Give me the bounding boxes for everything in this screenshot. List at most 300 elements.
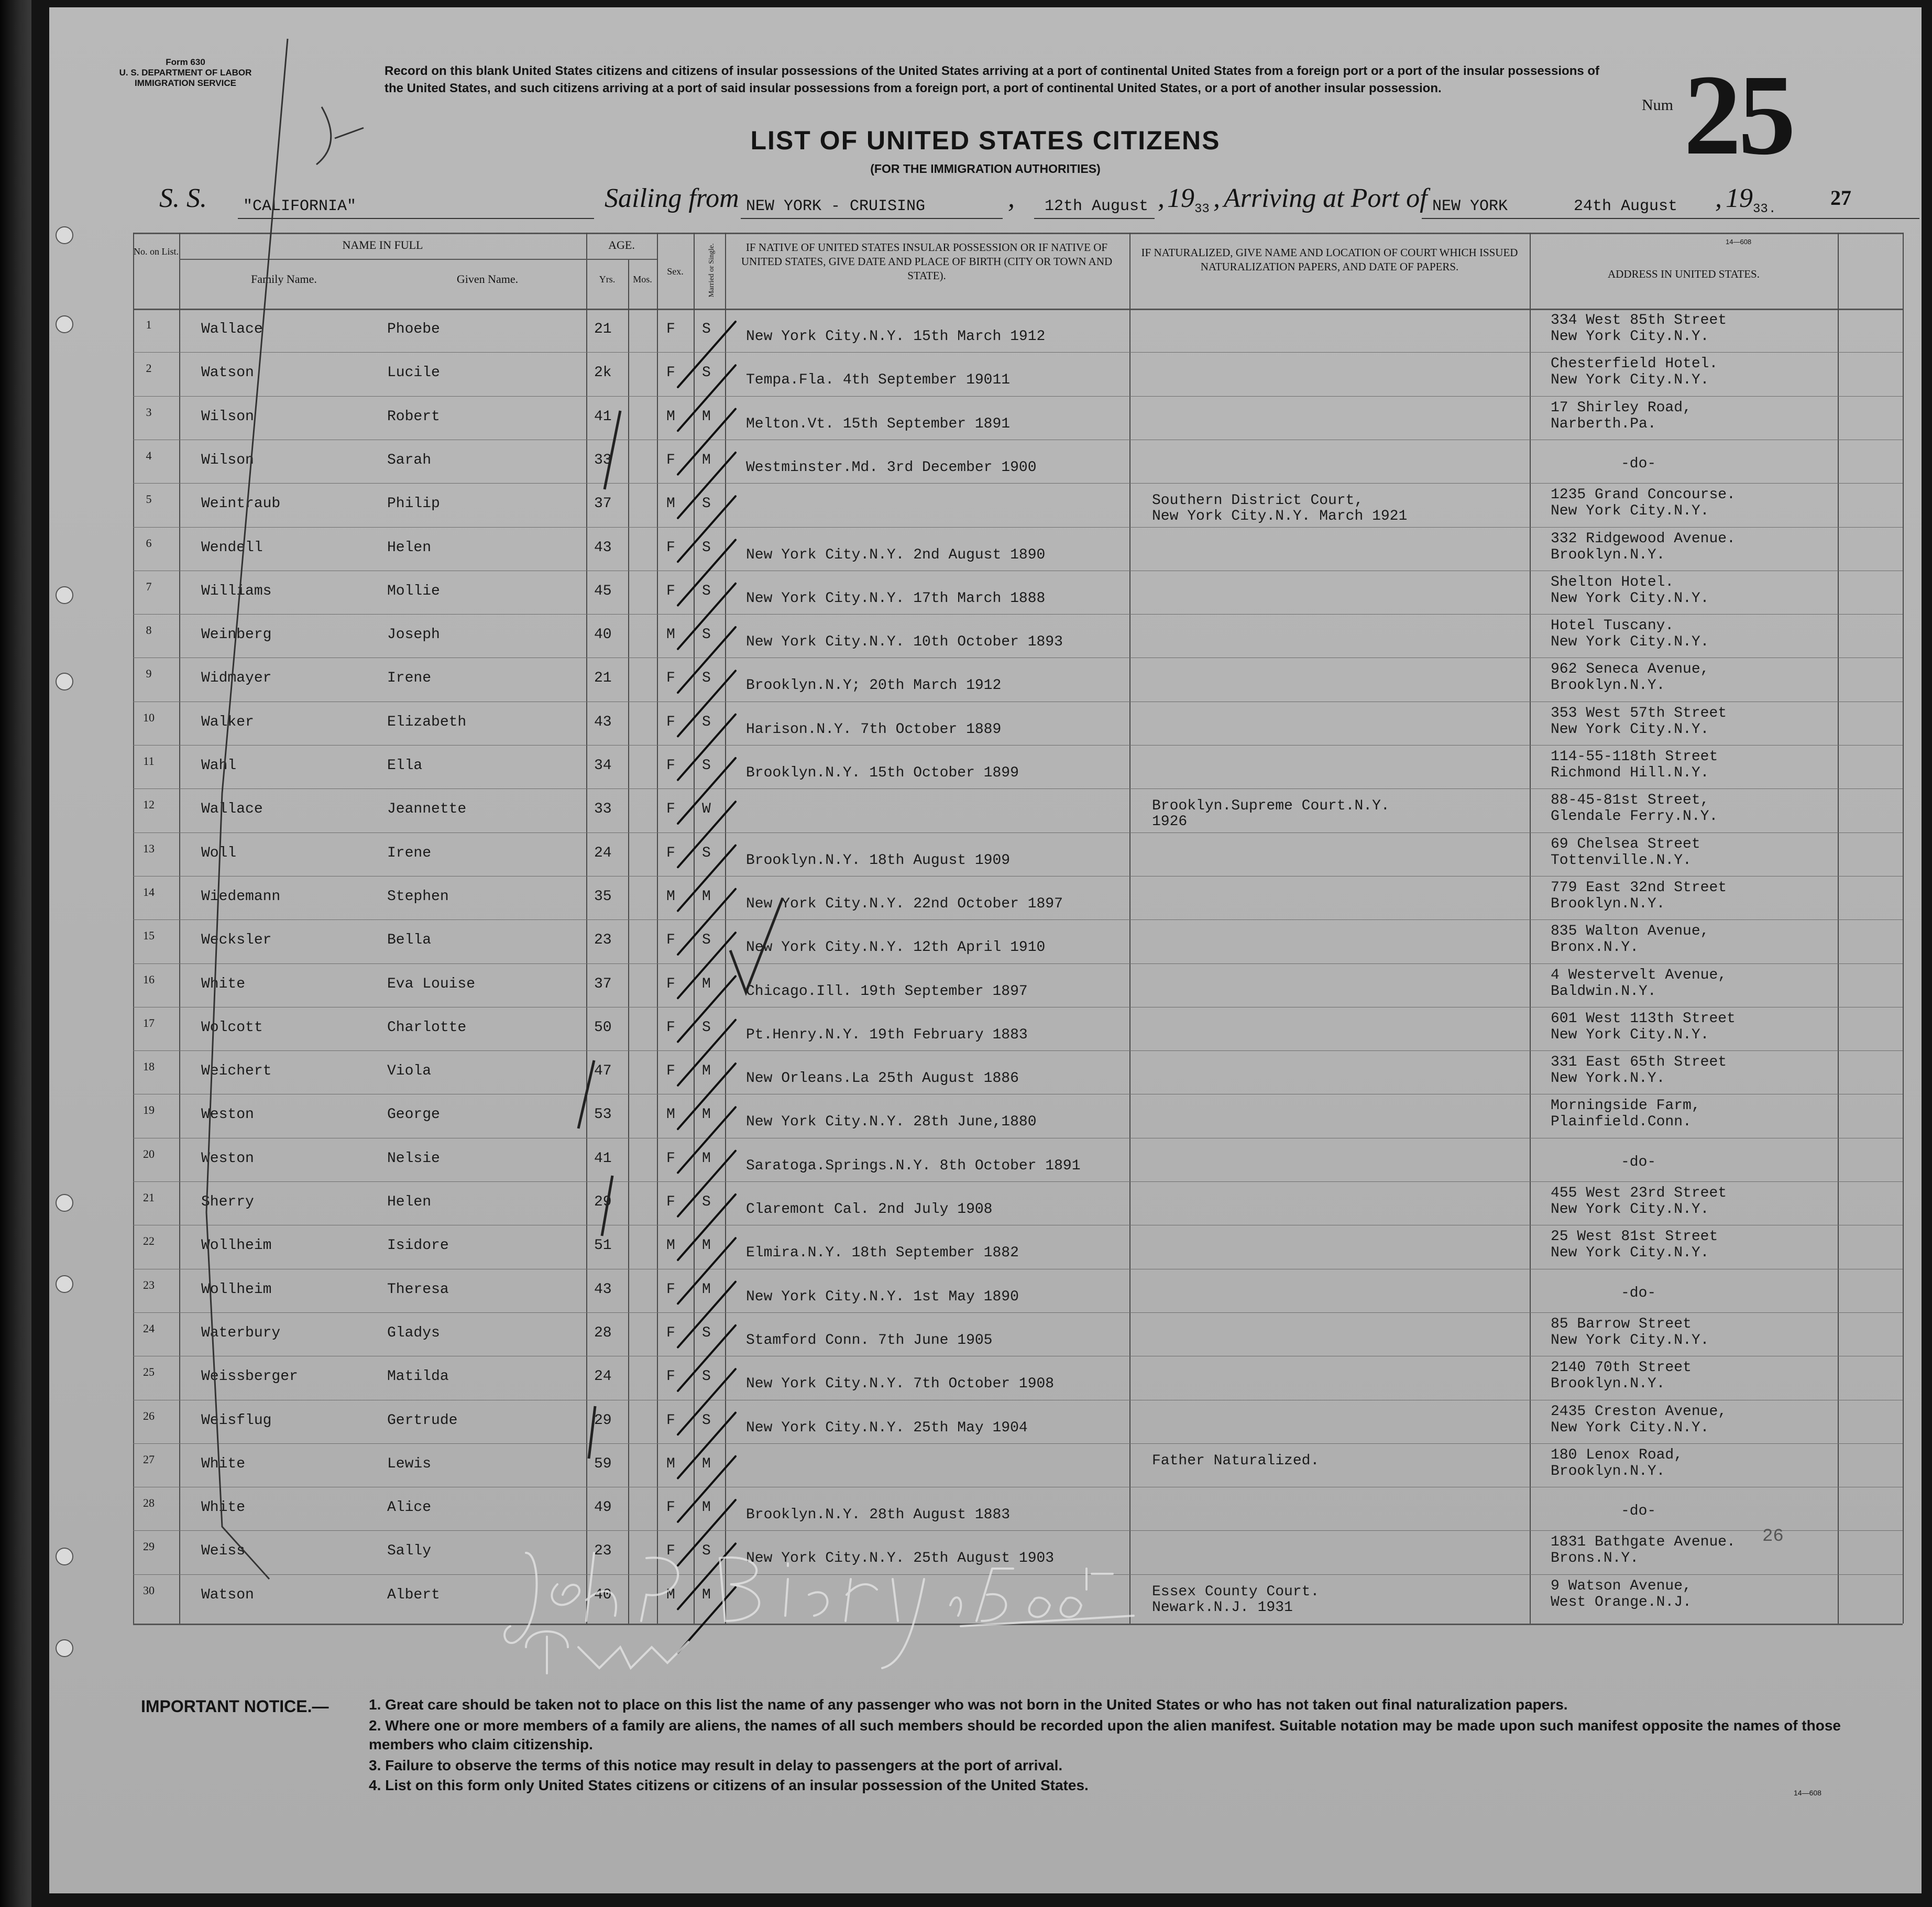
- cell-address-2: Glendale Ferry.N.Y.: [1551, 808, 1718, 825]
- notice-item-3: 3. Failure to observe the terms of this notice may result in delay to passengers at the port of arrival.: [369, 1757, 1063, 1773]
- sailing-year: 33: [1194, 202, 1210, 216]
- cell-address-2: Brooklyn.N.Y.: [1551, 1376, 1665, 1393]
- header-name-in-full: NAME IN FULL: [342, 238, 423, 251]
- cell-address-1: 1235 Grand Concourse.: [1551, 487, 1736, 503]
- cell-birth: Westminster.Md. 3rd December 1900: [746, 459, 1037, 476]
- cell-ms: S: [702, 583, 711, 599]
- cell-given: Bella: [387, 932, 432, 949]
- cell-family: Wilson: [201, 408, 254, 425]
- cell-ms: M: [702, 1063, 711, 1080]
- cell-given: Sally: [387, 1543, 432, 1560]
- cell-ms: M: [702, 1150, 711, 1167]
- cell-birth: New York City.N.Y. 17th March 1888: [746, 590, 1046, 607]
- cell-no: 20: [143, 1147, 155, 1160]
- check-stroke: [678, 453, 736, 518]
- cell-given: Ella: [387, 758, 423, 774]
- punch-hole: [56, 1275, 73, 1293]
- cell-sex: M: [666, 1106, 675, 1123]
- cell-address-2: Plainfield.Conn.: [1551, 1114, 1692, 1131]
- cell-no: 27: [143, 1452, 155, 1466]
- cell-birth: Brooklyn.N.Y; 20th March 1912: [746, 677, 1002, 694]
- cell-sex: F: [666, 1412, 675, 1429]
- sailing-from: NEW YORK - CRUISING: [746, 198, 926, 215]
- cell-address-2: New York City.N.Y.: [1551, 634, 1709, 651]
- cell-address-1: 114-55-118th Street: [1551, 749, 1718, 765]
- cell-age: 51: [594, 1237, 612, 1254]
- cell-address-2: Richmond Hill.N.Y.: [1551, 765, 1709, 781]
- cell-family: White: [201, 1455, 246, 1472]
- cell-family: Wolcott: [201, 1019, 263, 1036]
- cell-age: 41: [594, 1150, 612, 1167]
- punch-hole: [56, 673, 73, 691]
- form-number: Form 630: [166, 57, 205, 67]
- cell-age: 45: [594, 583, 612, 599]
- cell-family: White: [201, 976, 246, 992]
- cell-sex: F: [666, 758, 675, 774]
- cell-age: 2k: [594, 365, 612, 381]
- cell-no: 10: [143, 710, 155, 724]
- cell-ms: S: [702, 932, 711, 949]
- cell-address-2: New York.N.Y.: [1551, 1070, 1665, 1087]
- cell-sex: F: [666, 1019, 675, 1036]
- cell-given: Jeannette: [387, 801, 467, 818]
- check-stroke: [678, 1107, 736, 1172]
- cell-given: Joseph: [387, 627, 440, 643]
- cell-given: Theresa: [387, 1281, 449, 1298]
- check-stroke: [678, 977, 736, 1042]
- cell-ms: S: [702, 365, 711, 381]
- cell-sex: F: [666, 365, 675, 381]
- sailing-year-prefix: 19: [1167, 183, 1194, 213]
- check-stroke: [678, 1238, 736, 1303]
- cell-family: Weiss: [201, 1543, 246, 1560]
- cell-family: Waterbury: [201, 1324, 281, 1341]
- cell-address-2: Baldwin.N.Y.: [1551, 983, 1656, 1000]
- cell-address-1: -do-: [1621, 455, 1656, 472]
- cell-birth: Elmira.N.Y. 18th September 1882: [746, 1245, 1019, 1262]
- cell-address-2: New York City.N.Y.: [1551, 721, 1709, 738]
- cell-naturalization-1: Father Naturalized.: [1152, 1452, 1320, 1469]
- cell-no: 23: [143, 1278, 155, 1291]
- check-stroke: [678, 496, 736, 562]
- cell-sex: M: [666, 408, 675, 425]
- cell-given: Eva Louise: [387, 976, 476, 992]
- cell-sex: M: [666, 888, 675, 905]
- cell-no: 8: [146, 623, 152, 637]
- cell-given: Phoebe: [387, 321, 440, 337]
- notice-item-1: 1. Great care should be taken not to place on this list the name of any passenger who was not born in the United States or who has not taken out final naturalization papers.: [369, 1696, 1568, 1713]
- cell-given: Gladys: [387, 1324, 440, 1341]
- cell-birth: New York City.N.Y. 12th April 1910: [746, 939, 1046, 956]
- punch-hole: [56, 315, 73, 333]
- cell-age: 34: [594, 758, 612, 774]
- punch-hole: [56, 1194, 73, 1212]
- cell-naturalization-1: Essex County Court.: [1152, 1583, 1320, 1600]
- cell-ms: S: [702, 1194, 711, 1210]
- cell-family: Weissberger: [201, 1368, 298, 1385]
- cell-address-1: 334 West 85th Street: [1551, 312, 1727, 328]
- cell-birth: Brooklyn.N.Y. 15th October 1899: [746, 765, 1019, 781]
- cell-age: 43: [594, 1281, 612, 1298]
- stamped-number: 26: [1762, 1527, 1784, 1547]
- cell-given: Helen: [387, 539, 432, 556]
- document-subtitle: (FOR THE IMMIGRATION AUTHORITIES): [870, 162, 1101, 176]
- cell-age: 33: [594, 801, 612, 818]
- cell-ms: M: [702, 1586, 711, 1603]
- cell-birth: New York City.N.Y. 28th June,1880: [746, 1114, 1037, 1131]
- cell-address-1: -do-: [1621, 1503, 1656, 1520]
- cell-birth: New York City.N.Y. 7th October 1908: [746, 1376, 1055, 1393]
- cell-family: Wecksler: [201, 932, 272, 949]
- check-stroke: [678, 846, 736, 911]
- header-birth: IF NATIVE OF UNITED STATES INSULAR POSSESSION OR IF NATIVE OF UNITED STATES, GIVE DATE AND PLACE OF BIRTH (CITY OR TOWN AND STATE).: [741, 241, 1113, 282]
- check-stroke: [678, 671, 736, 736]
- cell-sex: F: [666, 932, 675, 949]
- cell-address-2: Brooklyn.N.Y.: [1551, 546, 1665, 563]
- arriving-label: Arriving at Port of: [1224, 183, 1428, 213]
- cell-family: Wendell: [201, 539, 263, 556]
- form-code-top: 14—608: [1726, 238, 1752, 246]
- cell-birth: Stamford Conn. 7th June 1905: [746, 1332, 993, 1349]
- cell-family: Weston: [201, 1106, 254, 1123]
- cell-no: 17: [143, 1016, 155, 1029]
- check-stroke: [678, 933, 736, 998]
- cell-no: 9: [146, 667, 152, 681]
- header-no: No. on List.: [133, 246, 179, 257]
- department-name: U. S. DEPARTMENT OF LABOR: [119, 68, 252, 78]
- cell-family: Wilson: [201, 452, 254, 468]
- cell-sex: F: [666, 1543, 675, 1560]
- cell-ms: S: [702, 627, 711, 643]
- cell-no: 28: [143, 1496, 155, 1510]
- cell-given: Sarah: [387, 452, 432, 468]
- cell-sex: F: [666, 321, 675, 337]
- cell-naturalization-2: 1926: [1152, 814, 1188, 830]
- cell-address-2: New York City.N.Y.: [1551, 1201, 1709, 1218]
- check-stroke: [678, 1020, 736, 1086]
- cell-address-2: Brooklyn.N.Y.: [1551, 1463, 1665, 1479]
- check-stroke: [678, 322, 736, 387]
- cell-no: 13: [143, 841, 155, 855]
- cell-sex: F: [666, 714, 675, 730]
- cell-ms: S: [702, 321, 711, 337]
- manifest-page: Form 630 U. S. DEPARTMENT OF LABOR IMMIGRATION SERVICE Record on this blank United States citizens and citizens of insular possessions of the United States arriving at a port of continental United States from a foreign port or a port of the insular possessions of the United States, and such citizens arriving at a port of said insular possessions from a foreign port, a port of continental United States, or a port of another insular possession. Num 25 LIST OF UNITED STATES CITIZENS (FOR THE IMMIGRATION AUTHORITIES) S. S. "CALIFORNIA" Sailing from NEW YORK - CRUISING , 12th August , 19 33 , Arriving at Port of NEW YORK 24th August , 19 33 . 27 14—608 No. on List. NAME IN FULL Family Name. Given Name. AGE. Yrs. Mos. Sex. Married or Single. IF NATIVE OF UNITED STATES INSULAR POSSESSION OR IF NATIVE OF UNITED STATES, GIVE DATE AND PLACE OF BIRTH (CITY OR TOWN AND STATE). IF NATURALIZED, GIVE NAME AND LOCATION OF COURT WHICH ISSUED NATURALIZATION PAPERS, AND DATE OF PAPERS. ADDRESS IN UNITED STATES. 1 Wallace Phoebe 21 F S New York City.N.Y. 15th March 1912 334 West 85th Street New York City.N.Y. 2 Watson Lucile 2k F S Tempa.Fla. 4th September 19011 Chesterfield Hotel. New York City.N.Y. 3 Wilson Robert 41 M M Melton.Vt. 15th September 1891 17 Shirley Road, Narberth.Pa. 4 Wilson Sarah 33 F M Westminster.Md. 3rd December 1900 -do- 5 Weintraub Philip 37 M S Southern District Court, New York City.N.Y. March 1921 1235 Grand Concourse. New York City.N.Y. 6 Wendell Helen 43 F S New York City.N.Y. 2nd August 1890 332 Ridgewood Avenue. Brooklyn.N.Y. 7 Williams Mollie 45 F S New York City.N.Y. 17th March 1888 Shelton Hotel. New York City.N.Y. 8 Weinberg Joseph 40 M S New York City.N.Y. 10th October 1893 Hotel Tuscany. New York City.N.Y. 9 Widmayer Irene 21 F S Brooklyn.N.Y; 20th March 1912 962 Seneca Avenue, Brooklyn.N.Y. 10 Walker Elizabeth 43 F S Harison.N.Y. 7th October 1889 353 West 57th Street New York City.N.Y. 11 Wahl Ella 34 F S Brooklyn.N.Y. 15th October 1899 114-55-118th Street Richmond Hill.N.Y. 12 Wallace Jeannette 33 F W Brooklyn.Supreme Court.N.Y. 1926 88-45-81st Street, Glendale Ferry.N.Y. 13 Woll Irene 24 F S Brooklyn.N.Y. 18th August 1909 69 Chelsea Street Tottenville.N.Y. 14 Wiedemann Stephen 35 M M New York City.N.Y. 22nd October 1897 779 East 32nd Street Brooklyn.N.Y. 15 Wecksler Bella 23 F S New York City.N.Y. 12th April 1910 835 Walton Avenue, Bronx.N.Y. 16 White Eva Louise 37 F M Chicago.Ill. 19th September 1897 4 Westervelt Avenue, Baldwin.N.Y. 17 Wolcott Charlotte 50 F S Pt.Henry.N.Y. 19th February 1883 601 West 113th Street New York City.N.Y. 18 Weichert Viola 47 F M New Orleans.La 25th August 1886 331 East 65th Street New York.N.Y. 19 Weston George 53 M M New York City.N.Y. 28th June,1880 Morningside Farm, Plainfield.Conn. 20 Weston Nelsie 41 F M Saratoga.Springs.N.Y. 8th October 1891 -do- 21 Sherry Helen 29 F S Claremont Cal. 2nd July 1908 455 West 23rd Street New York City.N.Y. 22 Wollheim Isidore 51 M M Elmira.N.Y. 18th September 1882 25 West 81st Street New York City.N.Y. 23 Wollheim Theresa 43 F M New York City.N.Y. 1st May 1890 -do- 24 Waterbury Gladys 28 F S Stamford Conn. 7th June 1905 85 Barrow Street New York City.N.Y. 25 Weissberger Matilda 24 F S New York City.N.Y. 7th October 1908 2140 70th Street Brooklyn.N.Y. 26 Weisflug Gertrude 29 F S New York City.N.Y. 25th May 1904 2435 Creston Avenue, New York City.N.Y. 27 White Lewis 59 M M Father Naturalized. 180 Lenox Road, Brooklyn.N.Y. 28 White Alice 49 F M Brooklyn.N.Y. 28th August 1883 -do- 29 Weiss Sally 23 F S New York City.N.Y. 25th August 1903 1831 Bathgate Avenue. Brons.N.Y. 30 Watson Albert 40 M M Essex County Court. Newark.N.J. 1931 9 Watson Avenue, West Orange.N.J. 26 IMPORTANT NOTICE.— 1. Great care should be taken not to place on this list the name of any passenger who was not born in the United States or who has not taken out final naturalization papers. 2. Where one or more members of a family are aliens, the names of all such members should be recorded upon the alien manifest. Suitable notation may be made upon such manifest opposite the names of those members who claim citizenship. 3. Failure to observe the terms of this notice may result in delay to passengers at the port of arrival. 4. List on this form only United States citizens or citizens of an insular possession of the United States. 14—608: [49, 7, 1922, 1893]
- cell-address-1: 69 Chelsea Street: [1551, 836, 1700, 852]
- cell-age: 43: [594, 539, 612, 556]
- cell-family: Weichert: [201, 1063, 272, 1080]
- cell-family: Widmayer: [201, 670, 272, 687]
- cell-given: Isidore: [387, 1237, 449, 1254]
- cell-family: Wiedemann: [201, 888, 281, 905]
- cell-ms: S: [702, 758, 711, 774]
- cell-ms: M: [702, 1237, 711, 1254]
- cell-family: Watson: [201, 1586, 254, 1603]
- cell-address-2: New York City.N.Y.: [1551, 1332, 1709, 1349]
- cell-age: 40: [594, 1586, 612, 1603]
- sailing-label: Sailing from: [605, 183, 739, 213]
- check-stroke: [678, 1151, 736, 1216]
- cell-given: Gertrude: [387, 1412, 458, 1429]
- punch-hole: [56, 1639, 73, 1657]
- cell-family: Wallace: [201, 801, 263, 818]
- cell-given: Robert: [387, 408, 440, 425]
- cell-address-2: New York City.N.Y.: [1551, 503, 1709, 520]
- cell-address-1: -do-: [1621, 1154, 1656, 1170]
- cell-address-2: Brooklyn.N.Y.: [1551, 895, 1665, 912]
- cell-given: Mollie: [387, 583, 440, 599]
- cell-age: 49: [594, 1499, 612, 1516]
- cell-family: White: [201, 1499, 246, 1516]
- cell-birth: Chicago.Ill. 19th September 1897: [746, 983, 1028, 1000]
- cell-sex: M: [666, 1455, 675, 1472]
- cell-address-1: 835 Walton Avenue,: [1551, 923, 1709, 940]
- cell-no: 29: [143, 1540, 155, 1553]
- cell-address-2: Brons.N.Y.: [1551, 1550, 1639, 1567]
- check-stroke: [678, 1369, 736, 1434]
- sheet-number: 27: [1830, 186, 1851, 210]
- page-number: 25: [1684, 51, 1793, 179]
- cell-sex: F: [666, 1281, 675, 1298]
- cell-age: 28: [594, 1324, 612, 1341]
- header-married-single: Married or Single.: [708, 243, 716, 298]
- cell-address-1: 962 Seneca Avenue,: [1551, 661, 1709, 678]
- cell-naturalization-1: Southern District Court,: [1152, 492, 1364, 509]
- ss-label: S. S.: [159, 183, 207, 213]
- cell-address-1: 455 West 23rd Street: [1551, 1185, 1727, 1201]
- cell-birth: New Orleans.La 25th August 1886: [746, 1070, 1019, 1087]
- header-mos: Mos.: [633, 274, 652, 284]
- cell-no: 6: [146, 536, 152, 550]
- cell-birth: Melton.Vt. 15th September 1891: [746, 415, 1011, 432]
- cell-family: Wallace: [201, 321, 263, 337]
- header-family-name: Family Name.: [251, 272, 317, 286]
- cell-address-1: 2435 Creston Avenue,: [1551, 1403, 1727, 1420]
- cell-age: 29: [594, 1194, 612, 1210]
- check-stroke: [678, 409, 736, 475]
- cell-no: 18: [143, 1060, 155, 1073]
- cell-age: 23: [594, 932, 612, 949]
- notice-item-2: 2. Where one or more members of a family are aliens, the names of all such members should be recorded upon the alien manifest. Suitable notation may be made upon such manifest opposite the names of those members who claim citizenship.: [369, 1717, 1841, 1752]
- check-stroke: [678, 627, 736, 693]
- cell-address-2: Tottenville.N.Y.: [1551, 852, 1692, 869]
- header-age: AGE.: [608, 238, 635, 251]
- cell-age: 24: [594, 845, 612, 861]
- punch-hole: [56, 1548, 73, 1565]
- cell-no: 2: [146, 361, 152, 375]
- cell-birth: New York City.N.Y. 15th March 1912: [746, 328, 1046, 345]
- cell-age: 50: [594, 1019, 612, 1036]
- cell-sex: F: [666, 845, 675, 861]
- check-stroke: [678, 715, 736, 780]
- cell-age: 21: [594, 321, 612, 337]
- inspector-signature: [495, 1537, 1149, 1679]
- cell-given: Irene: [387, 670, 432, 687]
- check-stroke: [678, 802, 736, 867]
- cell-sex: M: [666, 627, 675, 643]
- cell-address-2: Brooklyn.N.Y.: [1551, 677, 1665, 694]
- cell-family: Wahl: [201, 758, 237, 774]
- cell-age: 47: [594, 1063, 612, 1080]
- cell-given: Alice: [387, 1499, 432, 1516]
- cell-ms: S: [702, 1368, 711, 1385]
- cell-age: 40: [594, 627, 612, 643]
- cell-birth: Pt.Henry.N.Y. 19th February 1883: [746, 1026, 1028, 1043]
- cell-address-1: 9 Watson Avenue,: [1551, 1577, 1692, 1594]
- cell-ms: M: [702, 408, 711, 425]
- cell-address-1: 353 West 57th Street: [1551, 705, 1727, 721]
- punch-hole: [56, 586, 73, 604]
- header-given-name: Given Name.: [456, 272, 519, 286]
- header-yrs: Yrs.: [599, 274, 616, 284]
- cell-given: Albert: [387, 1586, 440, 1603]
- cell-given: Elizabeth: [387, 714, 467, 730]
- page-number-label: Num: [1642, 96, 1673, 114]
- cell-address-2: Narberth.Pa.: [1551, 415, 1656, 432]
- cell-age: 35: [594, 888, 612, 905]
- cell-address-2: New York City.N.Y.: [1551, 372, 1709, 389]
- cell-given: Stephen: [387, 888, 449, 905]
- cell-no: 30: [143, 1583, 155, 1597]
- cell-given: Irene: [387, 845, 432, 861]
- cell-age: 21: [594, 670, 612, 687]
- cell-ms: W: [702, 801, 711, 818]
- cell-sex: F: [666, 976, 675, 992]
- cell-address-2: New York City.N.Y.: [1551, 1419, 1709, 1436]
- cell-ms: M: [702, 1499, 711, 1516]
- cell-ms: S: [702, 1543, 711, 1560]
- check-stroke: [678, 1282, 736, 1347]
- check-stroke: [678, 889, 736, 955]
- cell-birth: Brooklyn.N.Y. 18th August 1909: [746, 852, 1011, 869]
- check-stroke: [678, 365, 736, 431]
- check-stroke: [678, 540, 736, 606]
- header-sex: Sex.: [667, 266, 684, 277]
- cell-no: 11: [143, 754, 155, 768]
- cell-birth: New York City.N.Y. 2nd August 1890: [746, 546, 1046, 563]
- cell-naturalization-1: Brooklyn.Supreme Court.N.Y.: [1152, 798, 1390, 815]
- cell-age: 53: [594, 1106, 612, 1123]
- cell-address-1: 779 East 32nd Street: [1551, 879, 1727, 896]
- cell-no: 4: [146, 448, 152, 462]
- check-stroke: [678, 1194, 736, 1260]
- cell-family: Weintraub: [201, 496, 281, 512]
- cell-address-1: Chesterfield Hotel.: [1551, 356, 1718, 372]
- arrival-year: 33: [1753, 202, 1768, 216]
- cell-age: 37: [594, 976, 612, 992]
- cell-naturalization-2: New York City.N.Y. March 1921: [1152, 508, 1408, 525]
- cell-address-2: New York City.N.Y.: [1551, 1026, 1709, 1043]
- cell-age: 33: [594, 452, 612, 468]
- cell-naturalization-2: Newark.N.J. 1931: [1152, 1599, 1293, 1616]
- cell-ms: M: [702, 1281, 711, 1298]
- cell-no: 3: [146, 405, 152, 419]
- cell-family: Wollheim: [201, 1281, 272, 1298]
- cell-address-1: 331 East 65th Street: [1551, 1054, 1727, 1071]
- cell-given: Philip: [387, 496, 440, 512]
- document-title: LIST OF UNITED STATES CITIZENS: [750, 126, 1221, 155]
- punch-hole: [56, 226, 73, 244]
- arrival-year-prefix: 19: [1726, 183, 1753, 213]
- check-stroke: [678, 758, 736, 824]
- cell-sex: F: [666, 452, 675, 468]
- cell-sex: F: [666, 1499, 675, 1516]
- cell-family: Weston: [201, 1150, 254, 1167]
- cell-address-1: Hotel Tuscany.: [1551, 618, 1674, 634]
- check-stroke: [678, 1413, 736, 1478]
- cell-family: Watson: [201, 365, 254, 381]
- cell-birth: New York City.N.Y. 22nd October 1897: [746, 895, 1063, 912]
- instructions-text: Record on this blank United States citizens and citizens of insular possessions of the United States arriving at a port of continental United States from a foreign port or a port of the insular possessions of the United States, and such citizens arriving at a port of said insular possessions from a foreign port, a port of continental United States, or a port of another insular possession.: [385, 64, 1600, 95]
- cell-birth: Brooklyn.N.Y. 28th August 1883: [746, 1507, 1011, 1524]
- cell-family: Wollheim: [201, 1237, 272, 1254]
- binding-edge: [0, 0, 31, 1907]
- cell-given: Helen: [387, 1194, 432, 1210]
- check-stroke: [678, 584, 736, 649]
- cell-family: Williams: [201, 583, 272, 599]
- cell-family: Weisflug: [201, 1412, 272, 1429]
- cell-given: Lucile: [387, 365, 440, 381]
- cell-ms: S: [702, 1412, 711, 1429]
- cell-birth: Claremont Cal. 2nd July 1908: [746, 1201, 993, 1218]
- cell-no: 25: [143, 1365, 155, 1379]
- cell-ms: S: [702, 1019, 711, 1036]
- cell-age: 37: [594, 496, 612, 512]
- notice-item-4: 4. List on this form only United States citizens or citizens of an insular possession of the United States.: [369, 1777, 1089, 1793]
- cell-address-1: Morningside Farm,: [1551, 1098, 1700, 1114]
- cell-no: 1: [146, 318, 152, 331]
- cell-address-1: 88-45-81st Street,: [1551, 792, 1709, 809]
- cell-ms: S: [702, 1324, 711, 1341]
- cell-birth: Tempa.Fla. 4th September 19011: [746, 372, 1011, 389]
- check-stroke: [678, 1325, 736, 1391]
- cell-given: George: [387, 1106, 440, 1123]
- cell-sex: F: [666, 1063, 675, 1080]
- form-code: 14—608: [1794, 1789, 1821, 1797]
- cell-sex: F: [666, 670, 675, 687]
- check-stroke: [678, 1456, 736, 1522]
- cell-no: 16: [143, 972, 155, 986]
- cell-ms: S: [702, 670, 711, 687]
- cell-sex: F: [666, 1368, 675, 1385]
- header-naturalized: IF NATURALIZED, GIVE NAME AND LOCATION OF COURT WHICH ISSUED NATURALIZATION PAPERS, AND DATE OF PAPERS.: [1141, 246, 1518, 273]
- cell-address-1: 2140 70th Street: [1551, 1360, 1692, 1376]
- cell-address-2: New York City.N.Y.: [1551, 1245, 1709, 1262]
- cell-address-2: New York City.N.Y.: [1551, 328, 1709, 345]
- cell-address-1: 1831 Bathgate Avenue.: [1551, 1534, 1736, 1551]
- cell-ms: S: [702, 496, 711, 512]
- cell-age: 43: [594, 714, 612, 730]
- cell-ms: M: [702, 888, 711, 905]
- cell-address-2: West Orange.N.J.: [1551, 1594, 1692, 1610]
- cell-address-1: 17 Shirley Road,: [1551, 399, 1692, 416]
- cell-age: 24: [594, 1368, 612, 1385]
- cell-address-2: New York City.N.Y.: [1551, 590, 1709, 607]
- cell-ms: M: [702, 976, 711, 992]
- cell-age: 41: [594, 408, 612, 425]
- header-address: ADDRESS IN UNITED STATES.: [1608, 268, 1760, 280]
- check-stroke: [678, 1064, 736, 1129]
- cell-ms: M: [702, 1455, 711, 1472]
- cell-address-1: 332 Ridgewood Avenue.: [1551, 530, 1736, 547]
- cell-sex: M: [666, 1586, 675, 1603]
- cell-age: 29: [594, 1412, 612, 1429]
- cell-address-1: 180 Lenox Road,: [1551, 1446, 1683, 1463]
- cell-family: Walker: [201, 714, 254, 730]
- arrival-date: 24th August: [1574, 198, 1678, 215]
- cell-given: Matilda: [387, 1368, 449, 1385]
- cell-age: 23: [594, 1543, 612, 1560]
- cell-no: 15: [143, 929, 155, 942]
